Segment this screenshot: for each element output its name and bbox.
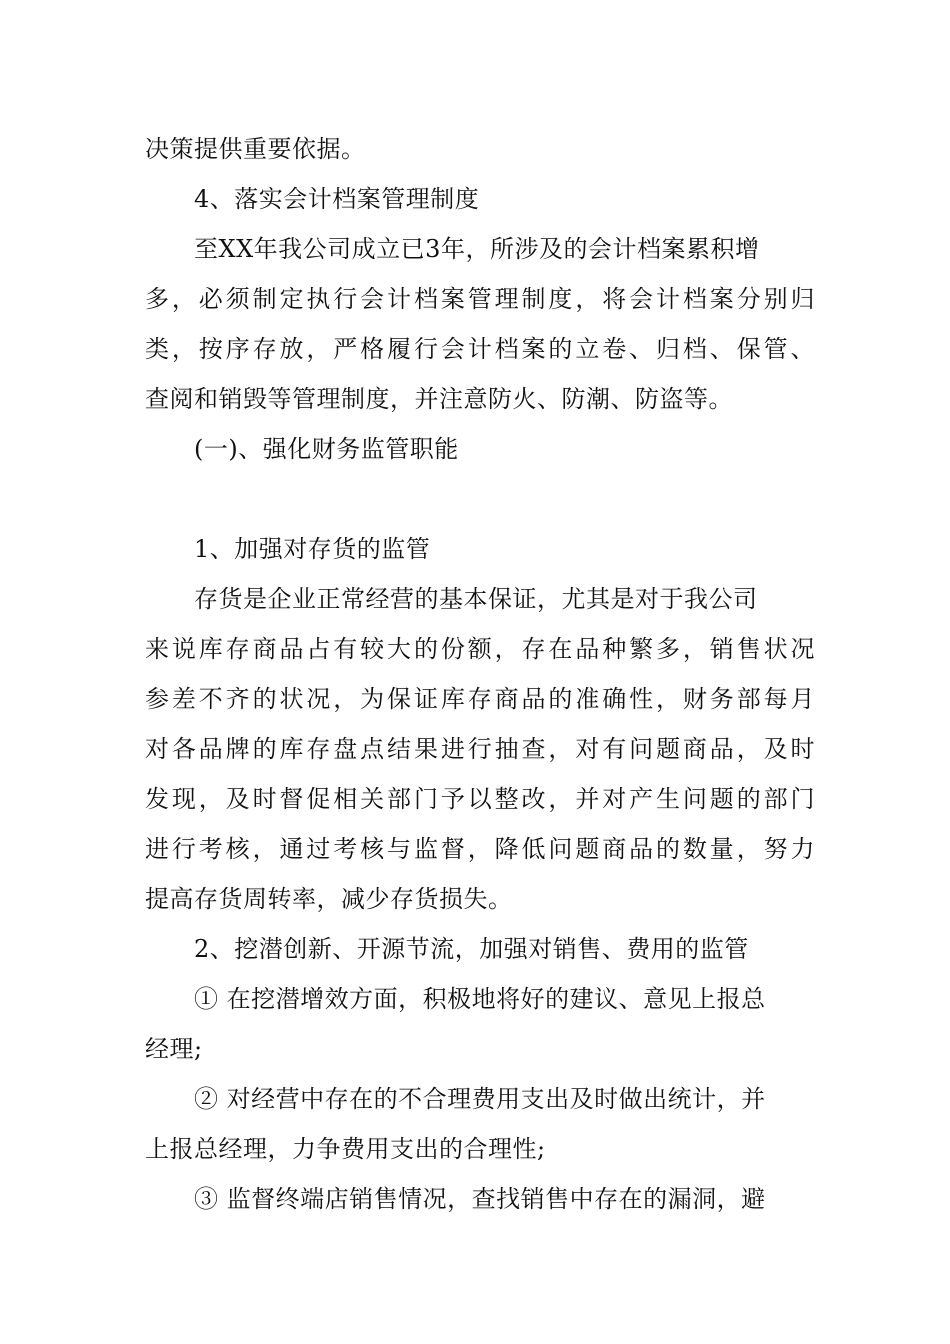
paragraph-line: 来说库存商品占有较大的份额，存在品种繁多，销售状况: [145, 635, 815, 663]
paragraph-line: 查阅和销毁等管理制度，并注意防火、防潮、防盗等。: [145, 385, 733, 413]
list-item-line: 经理;: [145, 1035, 203, 1063]
paragraph-line: 对各品牌的库存盘点结果进行抽查，对有问题商品，及时: [145, 735, 815, 763]
paragraph-line: 类，按序存放，严格履行会计档案的立卷、归档、保管、: [145, 335, 815, 363]
paragraph-line: 发现，及时督促相关部门予以整改，并对产生问题的部门: [145, 785, 815, 813]
paragraph-line: 参差不齐的状况，为保证库存商品的准确性，财务部每月: [145, 685, 815, 713]
paragraph-line: 至XX年我公司成立已3年，所涉及的会计档案累积增: [194, 235, 760, 263]
paragraph-line: 多，必须制定执行会计档案管理制度，将会计档案分别归: [145, 285, 815, 313]
list-item-line: ② 对经营中存在的不合理费用支出及时做出统计，并: [194, 1085, 766, 1113]
section-heading: 1、加强对存货的监管: [194, 535, 431, 563]
paragraph-line: 提高存货周转率，减少存货损失。: [145, 885, 513, 913]
list-item-line: ① 在挖潜增效方面，积极地将好的建议、意见上报总: [194, 985, 766, 1013]
section-heading: 4、落实会计档案管理制度: [194, 185, 480, 213]
paragraph-line: 决策提供重要依据。: [145, 135, 366, 163]
paragraph-line: 进行考核，通过考核与监督，降低问题商品的数量，努力: [145, 835, 815, 863]
section-heading: 2、挖潜创新、开源节流，加强对销售、费用的监管: [194, 935, 749, 963]
paragraph-line: 存货是企业正常经营的基本保证，尤其是对于我公司: [194, 585, 758, 613]
list-item-line: ③ 监督终端店销售情况，查找销售中存在的漏洞，避: [194, 1185, 766, 1213]
section-heading: (一)、强化财务监管职能: [194, 435, 459, 463]
list-item-line: 上报总经理，力争费用支出的合理性;: [145, 1135, 546, 1163]
